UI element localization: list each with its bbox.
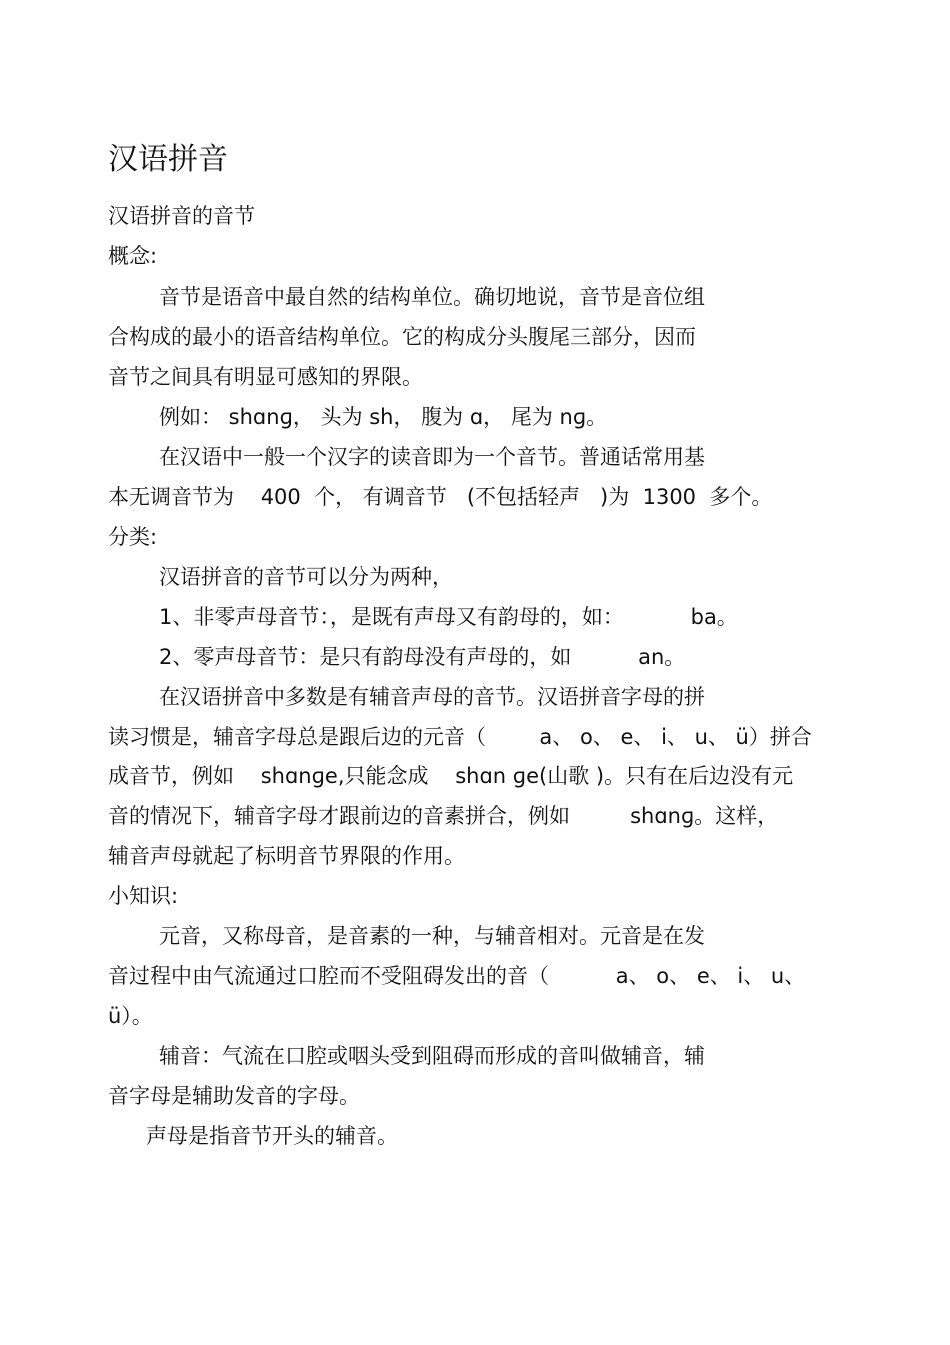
paragraph-line: 在汉语中一般一个汉字的读音即为一个音节。普通话常用基 [159,445,705,469]
document-title: 汉语拼音 [108,142,228,177]
section-heading: 汉语拼音的音节 [108,204,255,228]
paragraph-line: 音节之间具有明显可感知的界限。 [108,365,423,389]
paragraph-line: 成音节，例如 shɑnɡe,只能念成 shɑn ɡe(山歌 )。只有在后边没有元 [108,764,794,788]
list-item: 1、非零声母音节：，是既有声母又有韵母的，如： ba。 [159,605,738,629]
list-item: 2、零声母音节：是只有韵母没有声母的，如 an。 [159,645,686,669]
paragraph-line: 音的情况下，辅音字母才跟前边的音素拼合，例如 shɑnɡ。这样， [108,804,779,828]
paragraph-line: 本无调音节为 400 个， 有调音节 (不包括轻声 )为 1300 多个。 [108,485,773,509]
subheading-concept: 概念: [108,244,158,268]
paragraph-line: 读习惯是，辅音字母总是跟后边的元音（ a、 o、 e、 i、 u、 ü）拼合 [108,725,812,749]
paragraph-line: 声母是指音节开头的辅音。 [146,1124,398,1148]
paragraph-line: 合构成的最小的语音结构单位。它的构成分头腹尾三部分，因而 [108,325,696,349]
paragraph-line: 音过程中由气流通过口腔而不受阻碍发出的音（ a、 o、 e、 i、 u、 [108,964,806,988]
paragraph-line: 汉语拼音的音节可以分为两种， [159,565,453,589]
paragraph-line: 辅音声母就起了标明音节界限的作用。 [108,844,465,868]
subheading-classification: 分类: [108,525,158,549]
paragraph-line: 音节是语音中最自然的结构单位。确切地说，音节是音位组 [159,285,705,309]
subheading-tip: 小知识: [108,884,179,908]
paragraph-line: 在汉语拼音中多数是有辅音声母的音节。汉语拼音字母的拼 [159,685,705,709]
paragraph-line: 例如： shɑnɡ， 头为 sh， 腹为 ɑ， 尾为 nɡ。 [159,405,608,429]
paragraph-line: ü）。 [108,1004,153,1028]
paragraph-line: 辅音：气流在口腔或咽头受到阻碍而形成的音叫做辅音，辅 [159,1044,705,1068]
paragraph-line: 元音，又称母音，是音素的一种，与辅音相对。元音是在发 [159,924,705,948]
paragraph-line: 音字母是辅助发音的字母。 [108,1084,360,1108]
